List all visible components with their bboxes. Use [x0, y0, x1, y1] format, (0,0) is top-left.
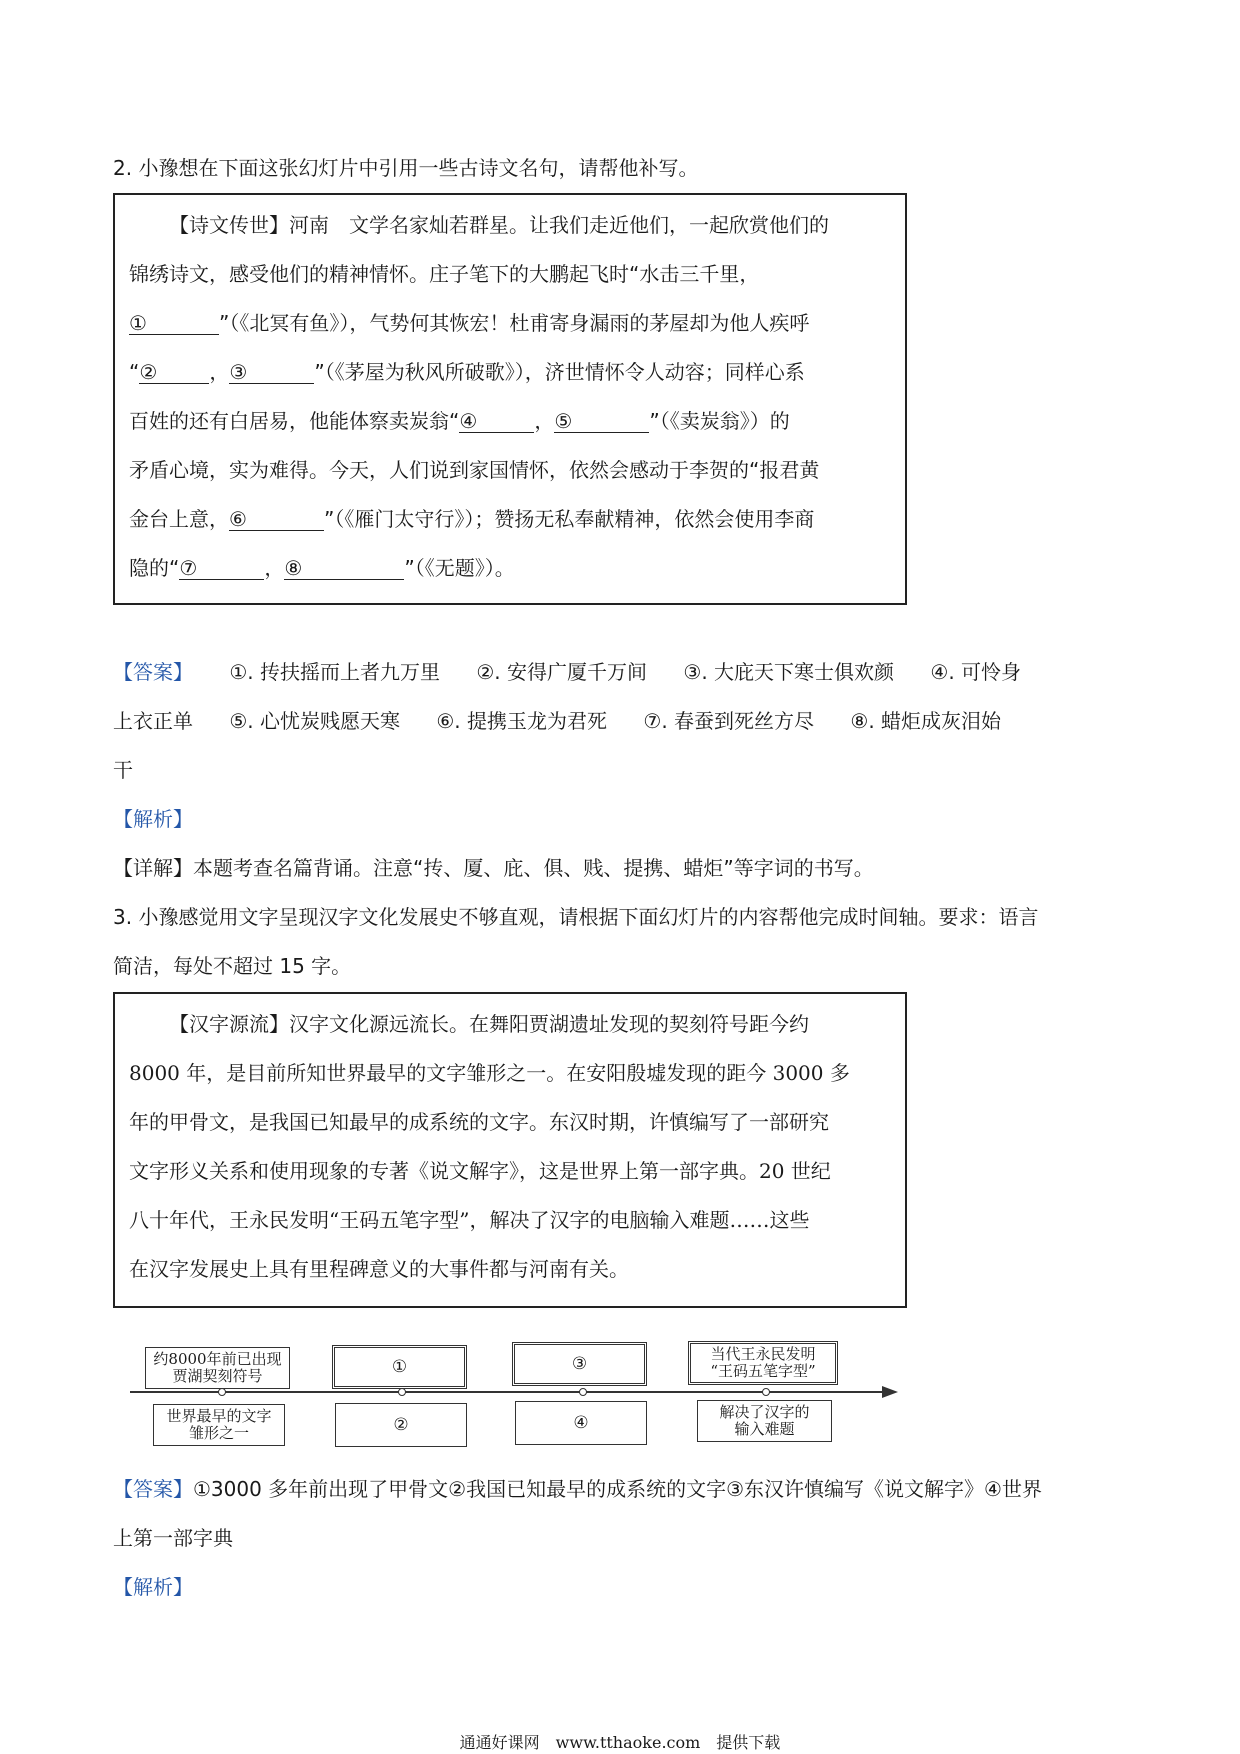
q3-box-line-2: 8000 年，是目前所知世界最早的文字雏形之一。在安阳殷墟发现的距今 3000 多: [129, 1061, 850, 1085]
q2-box-line-3: ① ”（《北冥有鱼》），气势何其恢宏！杜甫寄身漏雨的茅屋却为他人疾呼: [129, 311, 810, 335]
q2-stem: 2. 小豫想在下面这张幻灯片中引用一些古诗文名句，请帮他补写。: [113, 156, 699, 180]
q2-detail: 【详解】本题考查名篇背诵。注意“抟、厦、庇、俱、贱、提携、蜡炬”等字词的书写。: [113, 856, 874, 880]
blank-2[interactable]: ②: [139, 361, 209, 384]
answer-tag: 【答案】: [113, 660, 193, 684]
q2-box-line-6: 矛盾心境，实为难得。今天，人们说到家国情怀，依然会感动于李贺的“报君黄: [129, 458, 820, 482]
q2-box-line-7: 金台上意，⑥ ”（《雁门太守行》）；赞扬无私奉献精神，依然会使用李商: [129, 507, 815, 531]
q2-answer-line-3: 干: [113, 758, 133, 782]
blank-6[interactable]: ⑥: [229, 508, 324, 531]
timeline-slot-1[interactable]: ①: [332, 1345, 467, 1389]
q3-slide-box: [113, 992, 907, 1308]
q2-slide-box: [113, 193, 907, 605]
timeline-dot-4: [762, 1388, 770, 1396]
q3-stem-line-2: 简洁，每处不超过 15 字。: [113, 954, 352, 978]
q2-box-line-5: 百姓的还有白居易，他能体察卖炭翁“④ ，⑤ ”（《卖炭翁》）的: [129, 409, 790, 433]
q2-answer: [113, 648, 1128, 893]
timeline-top-1: 约8000年前已出现 贾湖契刻符号: [145, 1347, 290, 1389]
timeline-slot-4[interactable]: ④: [515, 1401, 647, 1445]
timeline-slot-2[interactable]: ②: [335, 1403, 467, 1447]
q2-analysis: 【解析】: [113, 807, 193, 831]
timeline-bottom-1: 世界最早的文字 雏形之一: [153, 1404, 285, 1446]
q2-box-line-8: 隐的“⑦ ，⑧ ”（《无题》）。: [129, 556, 515, 580]
q2-answer-line-2: 上衣正单 ⑤. 心忧炭贱愿天寒 ⑥. 提携玉龙为君死 ⑦. 春蚕到死丝方尽 ⑧. 蜡炬成灰泪始: [113, 709, 1002, 733]
timeline-dot-1: [218, 1388, 226, 1396]
q2-box-line-1: 【诗文传世】河南 文学名家灿若群星。让我们走近他们，一起欣赏他们的: [169, 213, 829, 237]
blank-5[interactable]: ⑤: [554, 410, 649, 433]
q3-answer-line-1: 【答案】①3000 多年前出现了甲骨文②我国已知最早的成系统的文字③东汉许慎编写《说文解字》④世界: [113, 1477, 1042, 1501]
q3-box-line-4: 文字形义关系和使用现象的专著《说文解字》，这是世界上第一部字典。20 世纪: [129, 1159, 831, 1183]
q3-box-line-6: 在汉字发展史上具有里程碑意义的大事件都与河南有关。: [129, 1257, 629, 1281]
timeline-dot-2: [398, 1388, 406, 1396]
q3-box-line-1: 【汉字源流】汉字文化源远流长。在舞阳贾湖遗址发现的契刻符号距今约: [169, 1012, 809, 1036]
timeline-slot-3[interactable]: ③: [512, 1342, 647, 1386]
page-footer: 通通好课网 www.tthaoke.com 提供下载: [459, 1733, 781, 1752]
timeline-dot-3: [579, 1388, 587, 1396]
q2-answer-line-1: 【答案】 ①. 抟扶摇而上者九万里 ②. 安得广厦千万间 ③. 大庇天下寒士俱欢颜 ④. 可怜身: [113, 660, 1022, 684]
q2-box-line-2: 锦绣诗文，感受他们的精神情怀。庄子笔下的大鹏起飞时“水击三千里，: [129, 262, 760, 286]
q3-box-line-5: 八十年代，王永民发明“王码五笔字型”，解决了汉字的电脑输入难题……这些: [129, 1208, 810, 1232]
blank-3[interactable]: ③: [229, 361, 314, 384]
q3-answer: [113, 1465, 1128, 1612]
blank-8[interactable]: ⑧: [284, 557, 404, 580]
blank-4[interactable]: ④: [459, 410, 534, 433]
timeline-top-4: 当代王永民发明 “王码五笔字型”: [688, 1341, 838, 1385]
q3-box-line-3: 年的甲骨文，是我国已知最早的成系统的文字。东汉时期，许慎编写了一部研究: [129, 1110, 829, 1134]
q3-answer-line-2: 上第一部字典: [113, 1526, 233, 1550]
blank-7[interactable]: ⑦: [179, 557, 264, 580]
timeline-bottom-4: 解决了汉字的 输入难题: [697, 1400, 832, 1442]
q2-box-line-4: “② ，③ ”（《茅屋为秋风所破歌》），济世情怀令人动容；同样心系: [129, 360, 805, 384]
blank-1[interactable]: ①: [129, 312, 219, 335]
q3-analysis: 【解析】: [113, 1575, 193, 1599]
q3-stem-line-1: 3. 小豫感觉用文字呈现汉字文化发展史不够直观，请根据下面幻灯片的内容帮他完成时间轴。要求：语言: [113, 905, 1039, 929]
